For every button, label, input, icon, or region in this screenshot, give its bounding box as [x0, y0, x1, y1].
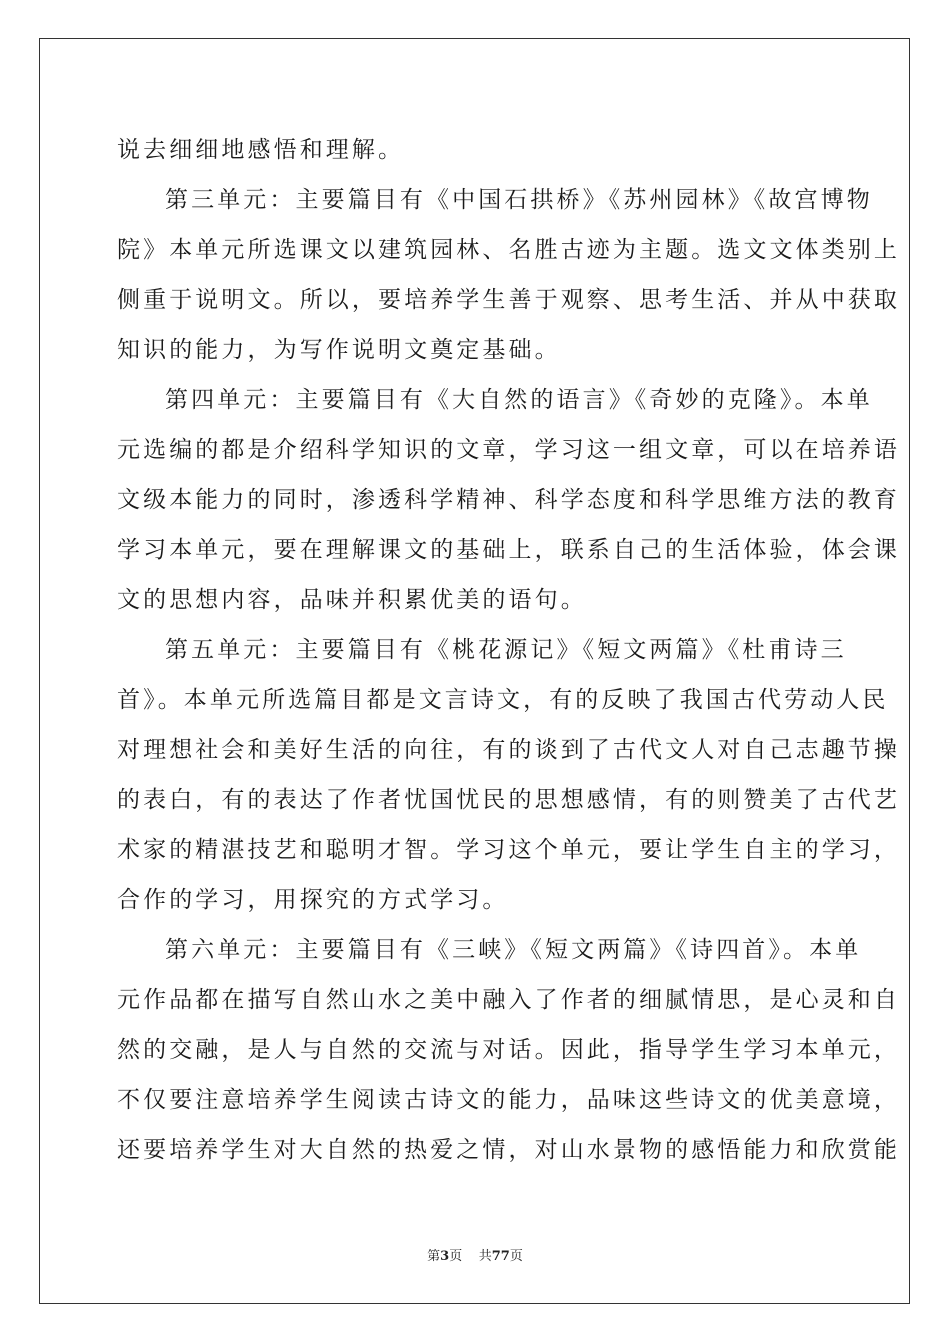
text-line: 说去细细地感悟和理解。	[117, 137, 405, 163]
text-line: 合作的学习，用探究的方式学习。	[117, 887, 509, 913]
text-line: 对理想社会和美好生活的向往，有的谈到了古代文人对自己志趣节操	[117, 737, 900, 763]
text-line: 的表白，有的表达了作者忧国忧民的思想感情，有的则赞美了古代艺	[117, 787, 900, 813]
text-line: 文级本能力的同时，渗透科学精神、科学态度和科学思维方法的教育	[117, 487, 900, 513]
paragraph-start-line: 第四单元：主要篇目有《大自然的语言》《奇妙的克隆》。本单	[165, 387, 873, 413]
text-line: 然的交融，是人与自然的交流与对话。因此，指导学生学习本单元，	[117, 1037, 900, 1063]
text-line: 文的思想内容，品味并积累优美的语句。	[117, 587, 587, 613]
page-prefix: 第	[427, 1249, 441, 1264]
text-line: 元选编的都是介绍科学知识的文章，学习这一组文章，可以在培养语	[117, 437, 900, 463]
total-pages: 77	[491, 1249, 510, 1264]
text-line: 学习本单元，要在理解课文的基础上，联系自己的生活体验，体会课	[117, 537, 900, 563]
text-line: 院》本单元所选课文以建筑园林、名胜古迹为主题。选文文体类别上	[117, 237, 900, 263]
page-suffix: 页	[449, 1249, 463, 1264]
page-footer	[0, 1245, 950, 1264]
paragraph-start-line: 第五单元：主要篇目有《桃花源记》《短文两篇》《杜甫诗三	[165, 637, 847, 663]
text-line: 术家的精湛技艺和聪明才智。学习这个单元，要让学生自主的学习，	[117, 837, 900, 863]
total-prefix: 共	[478, 1249, 492, 1264]
text-line: 首》。本单元所选篇目都是文言诗文，有的反映了我国古代劳动人民	[117, 687, 889, 713]
text-line: 侧重于说明文。所以，要培养学生善于观察、思考生活、并从中获取	[117, 287, 900, 313]
total-suffix: 页	[509, 1249, 523, 1264]
paragraph-start-line: 第六单元：主要篇目有《三峡》《短文两篇》《诗四首》。本单	[165, 937, 862, 963]
text-line: 知识的能力，为写作说明文奠定基础。	[117, 337, 561, 363]
text-line: 元作品都在描写自然山水之美中融入了作者的细腻情思，是心灵和自	[117, 987, 900, 1013]
text-line: 不仅要注意培养学生阅读古诗文的能力，品味这些诗文的优美意境，	[117, 1087, 900, 1113]
text-line: 还要培养学生对大自然的热爱之情，对山水景物的感悟能力和欣赏能	[117, 1137, 900, 1163]
page-number: 3	[440, 1249, 450, 1264]
document-body	[117, 125, 900, 1175]
paragraph-start-line: 第三单元：主要篇目有《中国石拱桥》《苏州园林》《故宫博物	[165, 187, 873, 213]
